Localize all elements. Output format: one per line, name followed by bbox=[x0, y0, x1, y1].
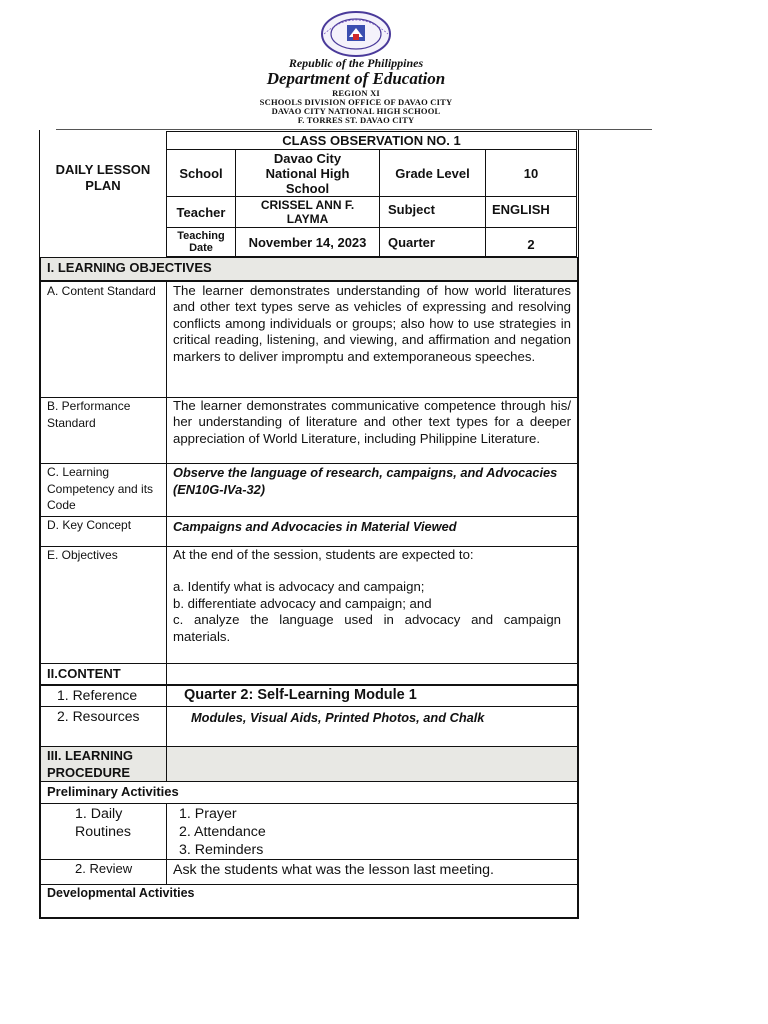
subject-value: ENGLISH bbox=[485, 196, 577, 228]
division-line: SCHOOLS DIVISION OFFICE OF DAVAO CITY bbox=[259, 97, 453, 107]
objectives-label: E. Objectives bbox=[40, 546, 167, 664]
content-standard-text: The learner demonstrates understanding of how world literatures and other text types serve as vehicles of expressing and resolving conflicts among individuals or groups; also how to use strategies in critical reading, listening, and viewing, and affirmation and negation markers to deliver impromptu and extemporaneous speeches. bbox=[166, 281, 578, 398]
teacher-label: Teacher bbox=[166, 196, 236, 228]
school-line: DAVAO CITY NATIONAL HIGH SCHOOL bbox=[271, 106, 441, 116]
preliminary-activities: Preliminary Activities bbox=[40, 781, 578, 804]
observation-title: CLASS OBSERVATION NO. 1 bbox=[166, 131, 577, 150]
objectives-body bbox=[166, 546, 578, 664]
learning-objectives-heading: I. LEARNING OBJECTIVES bbox=[40, 257, 578, 281]
review-label: 2. Review bbox=[40, 859, 167, 885]
objective-a: a. Identify what is advocacy and campaign; bbox=[173, 579, 425, 595]
performance-standard-text: The learner demonstrates communicative competence through his/ her understanding of literature and other text types for a deeper appreciation of World Literature, including Philippine Literature. bbox=[166, 397, 578, 464]
grade-label: Grade Level bbox=[379, 149, 486, 197]
objectives-intro: At the end of the session, students are expected to: bbox=[173, 547, 474, 562]
reference-label: 1. Reference bbox=[40, 685, 167, 707]
performance-standard-label: B. Performance Standard bbox=[40, 397, 167, 464]
routine-prayer: 1. Prayer bbox=[179, 806, 237, 822]
learning-competency-text: Observe the language of research, campaigns, and Advocacies (EN10G-IVa-32) bbox=[166, 463, 578, 517]
resources-value: Modules, Visual Aids, Printed Photos, and Chalk bbox=[166, 706, 578, 747]
key-concept-label: D. Key Concept bbox=[40, 516, 167, 547]
deped-seal-logo bbox=[320, 10, 392, 58]
content-heading-filler bbox=[166, 663, 578, 685]
daily-routines-list bbox=[166, 803, 578, 860]
objective-b: b. differentiate advocacy and campaign; and bbox=[173, 595, 432, 611]
daily-lesson-plan-title: DAILY LESSON PLAN bbox=[55, 162, 151, 193]
republic-line: Republic of the Philippines bbox=[288, 56, 424, 70]
teacher-value: CRISSEL ANN F. LAYMA bbox=[235, 196, 380, 228]
routine-attendance: 2. Attendance bbox=[179, 824, 266, 840]
learning-procedure-heading: III. LEARNING PROCEDURE bbox=[40, 746, 167, 782]
school-label: School bbox=[166, 149, 236, 197]
region-line: REGION XI bbox=[332, 88, 380, 98]
subject-label: Subject bbox=[379, 196, 486, 228]
quarter-label: Quarter bbox=[379, 227, 486, 257]
grade-value: 10 bbox=[485, 149, 577, 197]
reference-value: Quarter 2: Self-Learning Module 1 bbox=[166, 685, 578, 707]
content-heading: II.CONTENT bbox=[40, 663, 167, 685]
learning-competency-label: C. Learning Competency and its Code bbox=[40, 463, 167, 517]
address-line: F. TORRES ST. DAVAO CITY bbox=[297, 115, 415, 125]
routine-reminders: 3. Reminders bbox=[179, 842, 264, 858]
review-text: Ask the students what was the lesson last meeting. bbox=[166, 859, 578, 885]
resources-label: 2. Resources bbox=[40, 706, 167, 747]
learning-procedure-filler bbox=[166, 746, 578, 782]
daily-routines-label: 1. Daily Routines bbox=[40, 803, 167, 860]
department-name: Department of Education bbox=[266, 69, 446, 88]
quarter-value: 2 bbox=[485, 227, 577, 257]
objective-c: c. analyze the language used in advocacy and campaign materials. bbox=[173, 612, 561, 644]
developmental-activities: Developmental Activities bbox=[40, 884, 578, 918]
teaching-date-value: November 14, 2023 bbox=[235, 227, 380, 257]
school-value: Davao City National High School bbox=[235, 149, 380, 197]
content-standard-label: A. Content Standard bbox=[40, 281, 167, 398]
teaching-date-label: Teaching Date bbox=[166, 227, 236, 257]
key-concept-text: Campaigns and Advocacies in Material Viewed bbox=[166, 516, 578, 547]
